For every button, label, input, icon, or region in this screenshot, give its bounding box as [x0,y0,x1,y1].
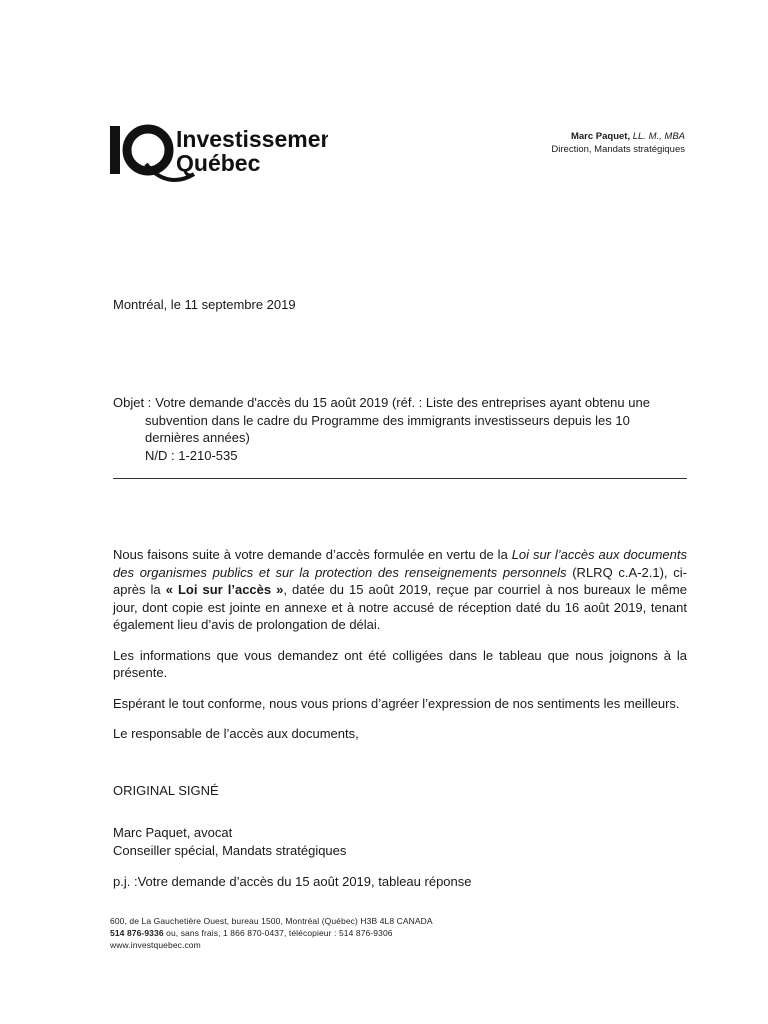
letter-body [113,546,687,756]
paragraph-1-text-b: (RLRQ c.A-2.1), ci-après la [113,564,688,597]
iq-logo-mark [108,122,328,184]
footer-phones [110,927,433,939]
footer [110,915,433,951]
subject-line-1: Votre demande d'accès du 15 août 2019 (réf. : Liste des entreprises ayant obtenu une [155,395,650,410]
paragraph-2: Les informations que vous demandez ont été colligées dans le tableau que nous joignons à la présente. [113,647,687,680]
logo-line-2: Québec [176,150,261,176]
subject-label: Objet : [113,395,152,410]
paragraph-1-text-a: Nous faisons suite à votre demande d’accès formulée en vertu de la [113,547,512,562]
paragraph-4: Le responsable de l’accès aux documents, [113,726,359,741]
paragraph-1-text-c: , datée du 15 août 2019, reçue par courriel à nos bureaux le même jour, dont copie est jointe en annexe et à notre accusé de réception daté du 16 août 2019, tenant également lieu d’avis de prolongation de délai. [113,582,687,632]
subject-block [113,394,688,464]
signature-block [113,824,346,859]
footer-phone: 514 876-9336 [110,928,164,938]
sender-block [551,130,685,156]
date-line: Montréal, le 11 septembre 2019 [113,297,296,312]
signatory-name: Marc Paquet, avocat [113,825,233,840]
law-short-name: « Loi sur l’accès » [165,582,284,597]
footer-phone-rest: ou, sans frais, 1 866 870-0437, télécopieur : 514 876-9306 [163,928,393,938]
original-signed-note: ORIGINAL SIGNÉ [113,783,219,798]
sender-name: Marc Paquet, [570,131,631,142]
sender-credentials: LL. M., MBA [632,131,685,142]
reference-number: N/D : 1-210-535 [145,447,238,463]
paragraph-3: Espérant le tout conforme, nous vous prions d’agréer l’expression de nos sentiments les meilleurs. [113,695,680,711]
footer-website: www.investquebec.com [110,940,201,950]
investissement-quebec-logo [108,122,328,184]
subject-line-3: dernières années) [145,430,250,445]
subject-line-2: subvention dans le cadre du Programme des immigrants investisseurs depuis les 10 [145,412,630,428]
signatory-title: Conseiller spécial, Mandats stratégiques [113,842,347,858]
attachments-note: p.j. :Votre demande d’accès du 15 août 2019, tableau réponse [113,874,472,889]
divider [113,478,687,479]
logo-line-1: Investissement [176,126,328,152]
paragraph-1 [113,546,687,634]
law-title: Loi sur l’accès aux documents des organismes publics et sur la protection des renseignements personnels [113,547,687,580]
sender-department: Direction, Mandats stratégiques [551,144,685,155]
footer-address: 600, de La Gauchetière Ouest, bureau 1500, Montréal (Québec) H3B 4L8 CANADA [110,916,433,926]
